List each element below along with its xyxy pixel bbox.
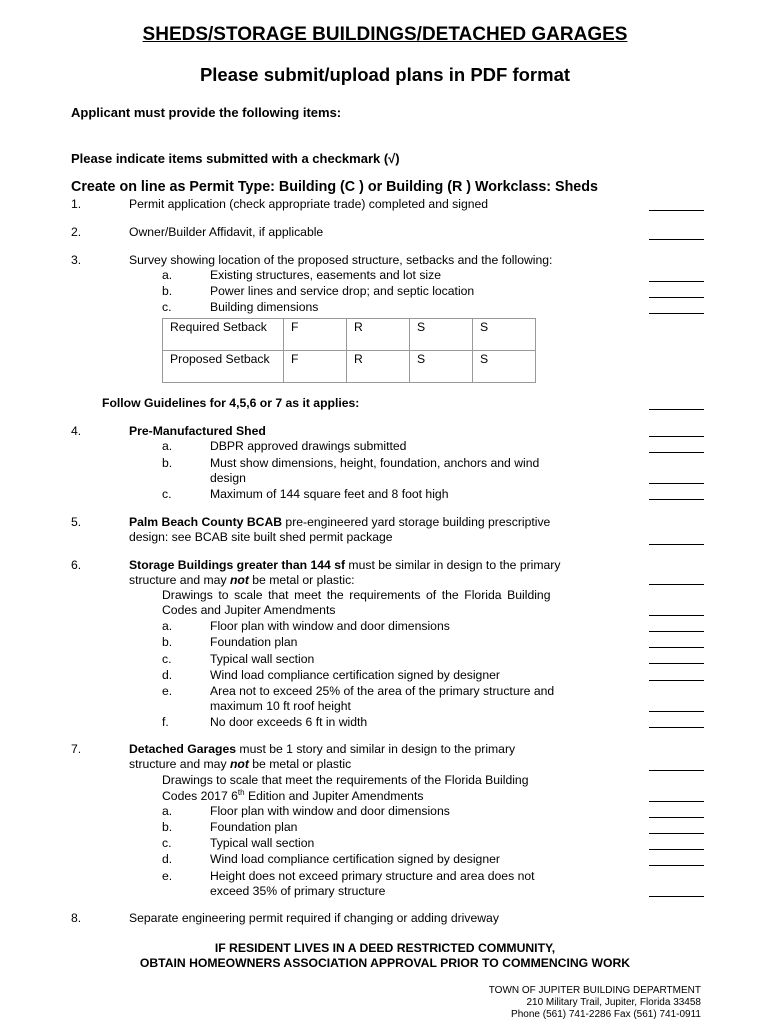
- item-3b-text: Power lines and service drop; and septic location: [210, 284, 475, 298]
- checkbox-line-item-1[interactable]: [649, 210, 704, 211]
- item-7-line-2b: be metal or plastic: [248, 757, 352, 771]
- item-7a-letter: a.: [162, 804, 173, 818]
- item-4c-text: Maximum of 144 square feet and 8 foot high: [210, 487, 449, 501]
- item-5-text: pre-engineered yard storage building prescriptive: [282, 515, 551, 529]
- checkbox-line-item-7d[interactable]: [649, 865, 704, 866]
- item-3c-letter: c.: [162, 300, 172, 314]
- item-7a-text: Floor plan with window and door dimensions: [210, 804, 450, 818]
- item-6-bold: Storage Buildings greater than 144 sf: [129, 558, 346, 572]
- item-4c-letter: c.: [162, 487, 172, 501]
- item-6d-letter: d.: [162, 668, 173, 682]
- checkbox-line-item-6e[interactable]: [649, 711, 704, 712]
- item-6f-text: No door exceeds 6 ft in width: [210, 715, 368, 729]
- item-6d-text: Wind load compliance certification signed by designer: [210, 668, 500, 682]
- checkbox-line-item-7c[interactable]: [649, 849, 704, 850]
- item-7-line-2a: structure and may: [129, 757, 230, 771]
- item-6-line-2: [129, 573, 355, 588]
- item-5-line-2: design: see BCAB site built shed permit package: [129, 530, 393, 544]
- item-7-drawings-1: Drawings to scale that meet the requirements of the Florida Building: [162, 773, 529, 787]
- item-6e-text-cont: maximum 10 ft roof height: [210, 699, 351, 713]
- item-6e-letter: e.: [162, 684, 173, 698]
- checkbox-line-item-5[interactable]: [649, 544, 704, 545]
- item-4b-text-cont: design: [210, 471, 246, 485]
- checkbox-line-item-7[interactable]: [649, 770, 704, 771]
- applicant-note: Applicant must provide the following items:: [71, 105, 342, 120]
- setback-cell[interactable]: R: [347, 319, 410, 351]
- item-3-text: Survey showing location of the proposed structure, setbacks and the following:: [129, 253, 553, 267]
- item-7c-letter: c.: [162, 836, 172, 850]
- item-6b-text: Foundation plan: [210, 635, 298, 649]
- item-7e-text: Height does not exceed primary structure and area does not: [210, 869, 535, 883]
- checkbox-line-item-2[interactable]: [649, 239, 704, 240]
- item-6e-text: Area not to exceed 25% of the area of the primary structure and: [210, 684, 555, 698]
- checkbox-line-item-7b[interactable]: [649, 833, 704, 834]
- setback-cell[interactable]: S: [410, 351, 473, 383]
- checkbox-line-item-6d[interactable]: [649, 680, 704, 681]
- item-7e-text-cont: exceed 35% of primary structure: [210, 884, 386, 898]
- item-7-drawings-2a: Codes 2017 6: [162, 789, 238, 804]
- item-3-number: 3.: [71, 253, 82, 267]
- item-7b-text: Foundation plan: [210, 820, 298, 834]
- item-7-line-2: [129, 757, 351, 772]
- setback-cell[interactable]: S: [473, 351, 536, 383]
- item-4a-text: DBPR approved drawings submitted: [210, 439, 407, 453]
- item-4b-letter: b.: [162, 456, 173, 470]
- checkbox-line-item-6c[interactable]: [649, 663, 704, 664]
- item-6b-letter: b.: [162, 635, 173, 649]
- item-3c-text: Building dimensions: [210, 300, 319, 314]
- item-7-bold: Detached Garages: [129, 742, 237, 756]
- hoa-notice-line-1: IF RESIDENT LIVES IN A DEED RESTRICTED COMMUNITY,: [214, 941, 556, 955]
- item-7e-letter: e.: [162, 869, 173, 883]
- item-4a-letter: a.: [162, 439, 173, 453]
- item-6c-letter: c.: [162, 652, 172, 666]
- checkbox-line-item-4c[interactable]: [649, 499, 704, 500]
- item-6f-letter: f.: [162, 715, 169, 729]
- item-4-title: Pre-Manufactured Shed: [129, 424, 266, 438]
- checkbox-line-item-4[interactable]: [649, 436, 704, 437]
- checkbox-line-guidelines[interactable]: [649, 409, 704, 410]
- footer-address: 210 Military Trail, Jupiter, Florida 33458: [526, 997, 701, 1008]
- checkbox-line-item-7e[interactable]: [649, 896, 704, 897]
- setback-cell[interactable]: S: [473, 319, 536, 351]
- setback-row-proposed: [163, 351, 536, 383]
- item-6-drawings-1: Drawings to scale that meet the requirements of the Florida Building: [162, 588, 551, 602]
- checkbox-line-item-6[interactable]: [649, 584, 704, 585]
- setback-cell[interactable]: F: [284, 319, 347, 351]
- item-8-number: 8.: [71, 911, 82, 925]
- setback-row-required: [163, 319, 536, 351]
- item-8-text: Separate engineering permit required if changing or adding driveway: [129, 911, 499, 925]
- page-title: SHEDS/STORAGE BUILDINGS/DETACHED GARAGES: [142, 24, 628, 45]
- checkmark-note: Please indicate items submitted with a checkmark (√): [71, 151, 400, 166]
- item-6-line-2a: structure and may: [129, 573, 230, 587]
- item-3b-letter: b.: [162, 284, 173, 298]
- checkbox-line-item-3c[interactable]: [649, 313, 704, 314]
- guidelines-note: Follow Guidelines for 4,5,6 or 7 as it applies:: [102, 396, 360, 410]
- permit-type-note: Create on line as Permit Type: Building (C ) or Building (R ) Workclass: Sheds: [71, 179, 598, 195]
- item-7-drawings-2: [162, 788, 423, 804]
- item-3a-text: Existing structures, easements and lot size: [210, 268, 441, 282]
- setback-cell[interactable]: F: [284, 351, 347, 383]
- item-6a-letter: a.: [162, 619, 173, 633]
- setback-label: Required Setback: [163, 319, 284, 351]
- checkbox-line-item-6a[interactable]: [649, 631, 704, 632]
- item-7b-letter: b.: [162, 820, 173, 834]
- item-5-bold: Palm Beach County BCAB: [129, 515, 283, 529]
- item-7d-text: Wind load compliance certification signed by designer: [210, 852, 500, 866]
- setback-cell[interactable]: R: [347, 351, 410, 383]
- item-7-line-1: [129, 742, 515, 757]
- item-7-drawings-sup: th: [237, 788, 245, 797]
- item-6-line-2b: be metal or plastic:: [248, 573, 355, 587]
- item-6-drawings-2: Codes and Jupiter Amendments: [162, 603, 336, 617]
- item-6c-text: Typical wall section: [210, 652, 315, 666]
- item-7d-letter: d.: [162, 852, 173, 866]
- item-5-line-1: [129, 515, 550, 530]
- item-7c-text: Typical wall section: [210, 836, 315, 850]
- item-1-text: Permit application (check appropriate trade) completed and signed: [129, 197, 489, 211]
- item-7-drawings-2b: Edition and Jupiter Amendments: [244, 789, 424, 804]
- item-4b-text: Must show dimensions, height, foundation, anchors and wind: [210, 456, 540, 470]
- checkbox-line-item-7a[interactable]: [649, 817, 704, 818]
- checkbox-line-item-6b[interactable]: [649, 647, 704, 648]
- checkbox-line-item-6-drawings[interactable]: [649, 615, 704, 616]
- checkbox-line-item-7-drawings[interactable]: [649, 801, 704, 802]
- item-6-line-1: [129, 558, 560, 573]
- item-6-not: not: [229, 573, 249, 587]
- item-2-text: Owner/Builder Affidavit, if applicable: [129, 225, 324, 239]
- checkbox-line-item-4a[interactable]: [649, 452, 704, 453]
- item-6-text: must be similar in design to the primary: [345, 558, 561, 572]
- checkbox-line-item-4b[interactable]: [649, 483, 704, 484]
- item-3a-letter: a.: [162, 268, 173, 282]
- checkbox-line-item-3b[interactable]: [649, 297, 704, 298]
- item-6-number: 6.: [71, 558, 82, 572]
- item-4-number: 4.: [71, 424, 82, 438]
- item-7-text: must be 1 story and similar in design to the primary: [236, 742, 516, 756]
- setback-table: [162, 318, 536, 383]
- item-1-number: 1.: [71, 197, 82, 211]
- setback-label: Proposed Setback: [163, 351, 284, 383]
- checkbox-line-item-3a[interactable]: [649, 281, 704, 282]
- footer-dept: TOWN OF JUPITER BUILDING DEPARTMENT: [488, 985, 701, 996]
- hoa-notice-line-2: OBTAIN HOMEOWNERS ASSOCIATION APPROVAL PRIOR TO COMMENCING WORK: [139, 956, 631, 970]
- item-7-number: 7.: [71, 742, 82, 756]
- checkbox-line-item-6f[interactable]: [649, 727, 704, 728]
- item-6a-text: Floor plan with window and door dimensions: [210, 619, 450, 633]
- item-5-number: 5.: [71, 515, 82, 529]
- footer-phone: Phone (561) 741-2286 Fax (561) 741-0911: [511, 1009, 701, 1020]
- item-7-not: not: [229, 757, 249, 771]
- item-2-number: 2.: [71, 225, 82, 239]
- page-subtitle: Please submit/upload plans in PDF format: [199, 64, 571, 85]
- setback-cell[interactable]: S: [410, 319, 473, 351]
